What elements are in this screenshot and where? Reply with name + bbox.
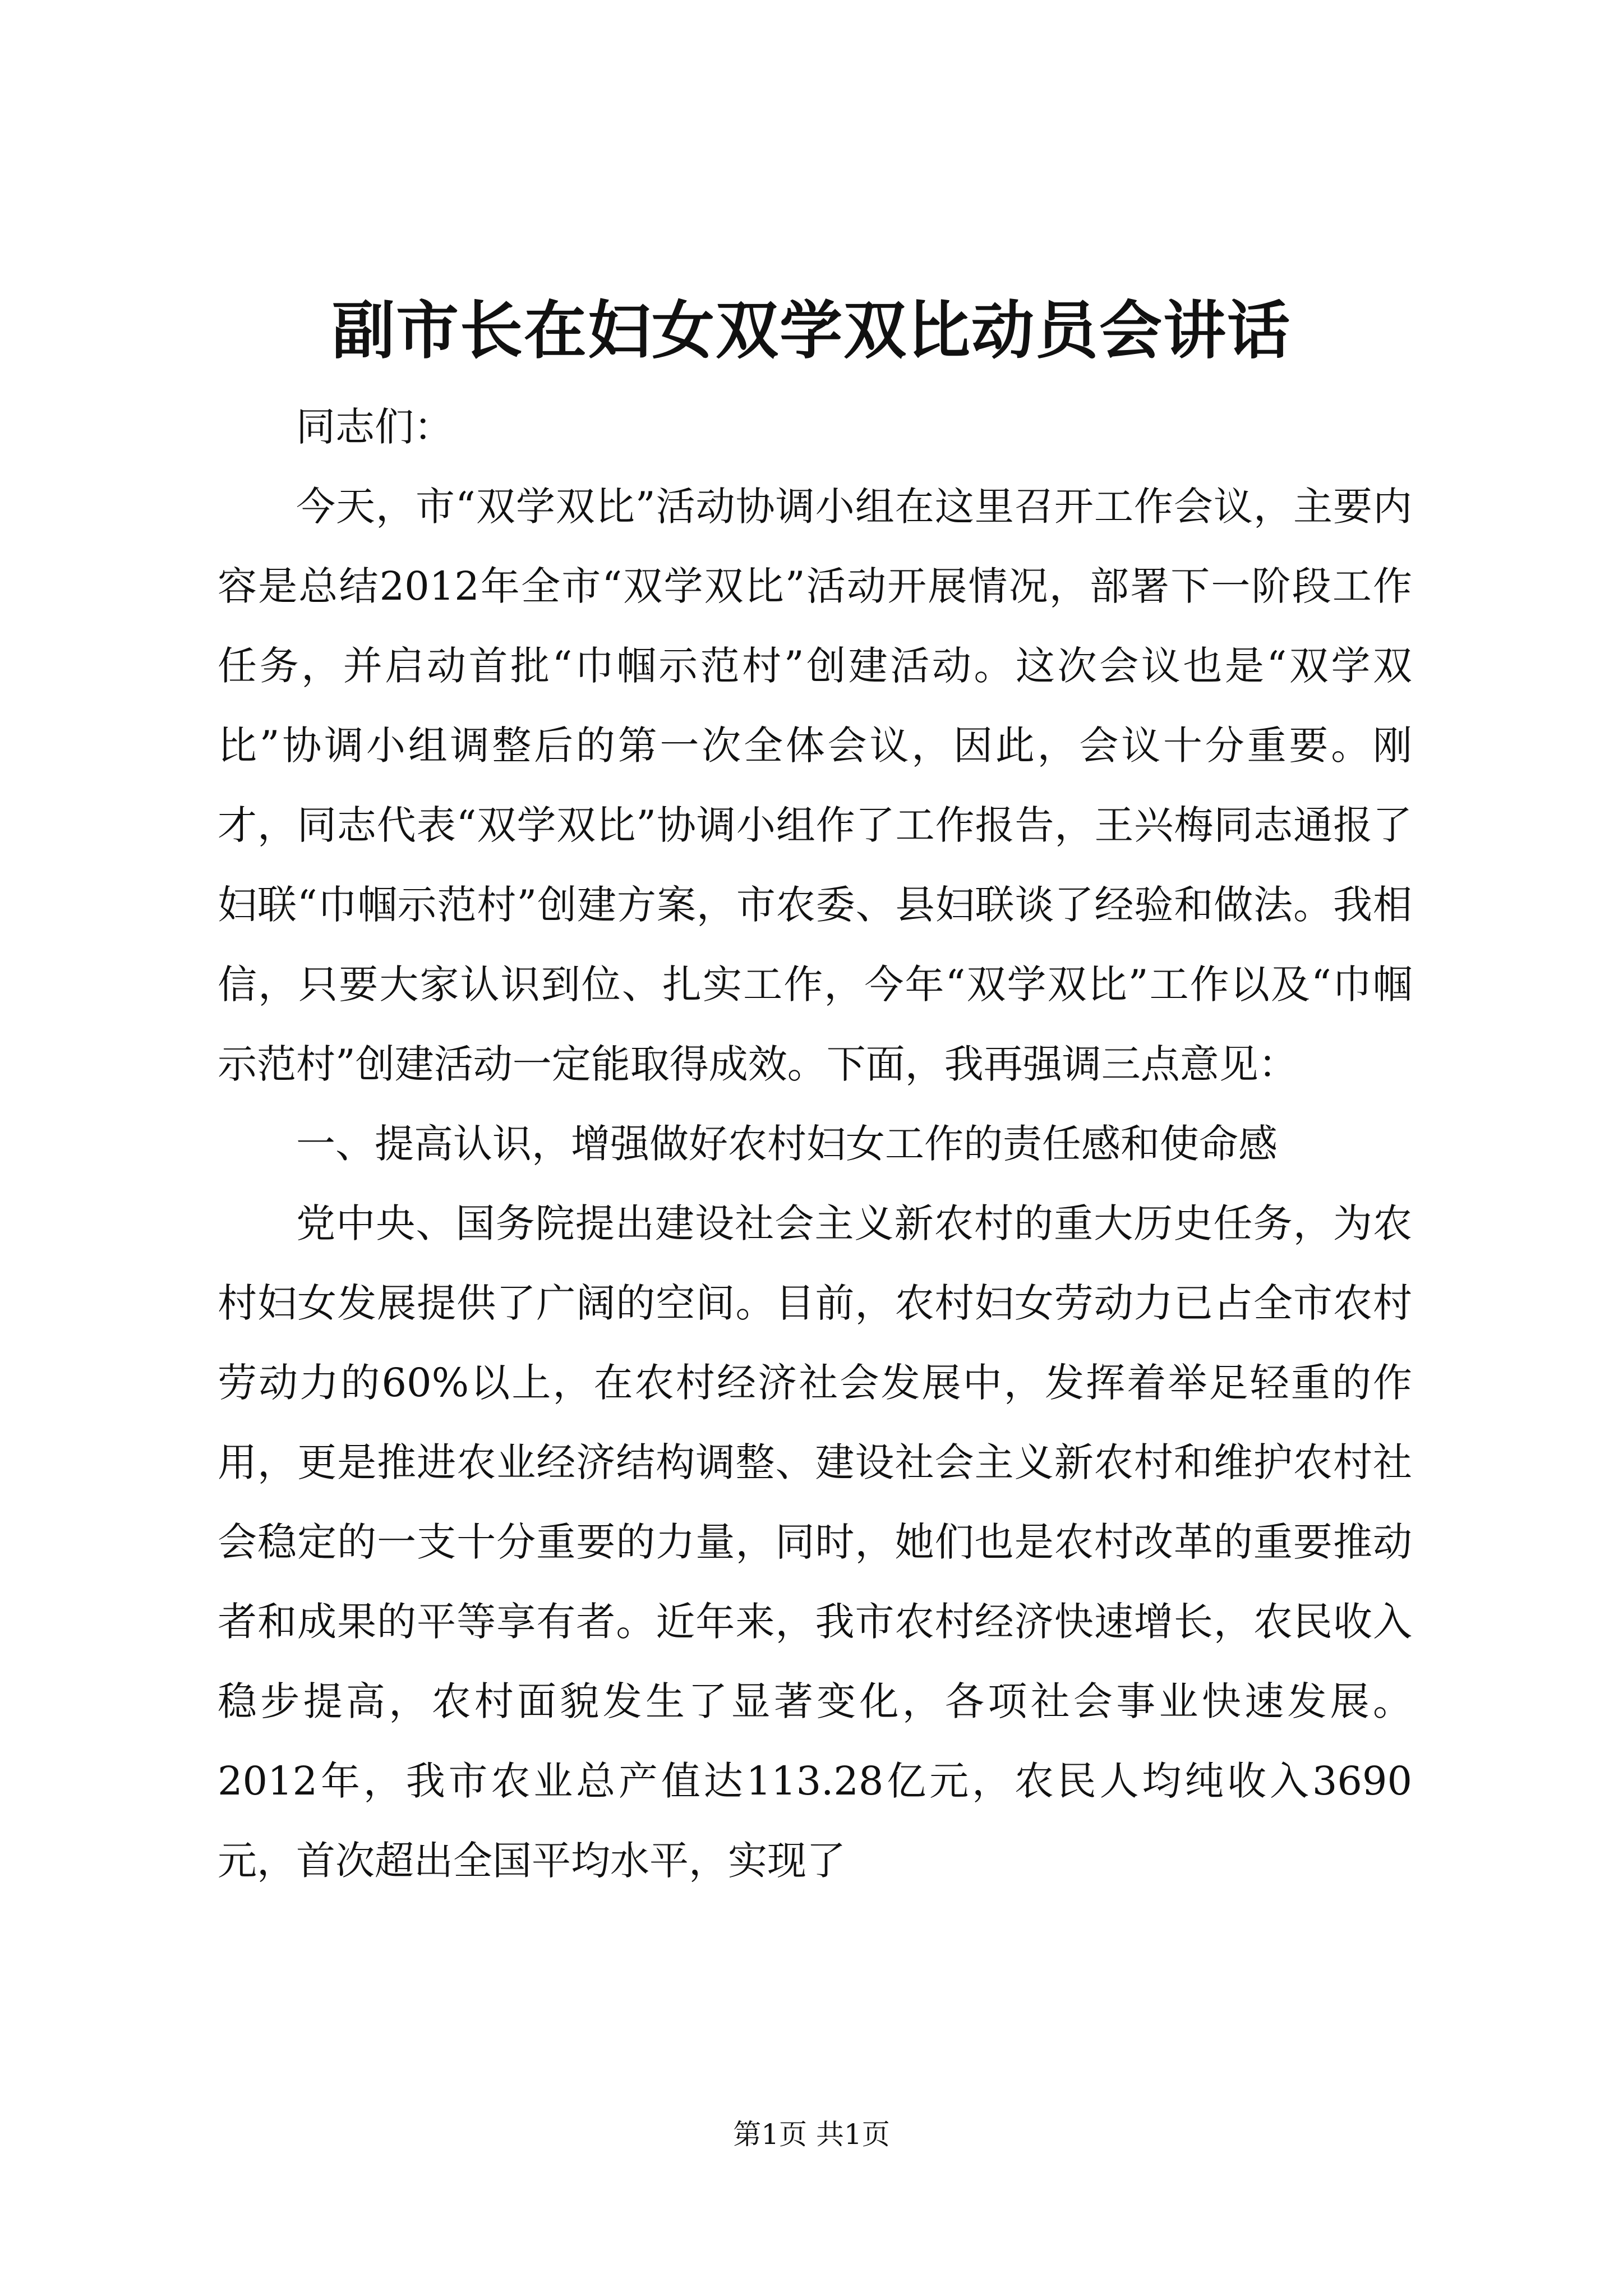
paragraph-intro: 今天，市“双学双比”活动协调小组在这里召开工作会议，主要内容是总结2012年全市“双学双比”活动开展情况，部署下一阶段工作任务，并启动首批“巾帼示范村”创建活动。这次会议也是“双学双比”协调小组调整后的第一次全体会议，因此，会议十分重要。刚才，同志代表“双学双比”协调小组作了工作报告，王兴梅同志通报了妇联“巾帼示范村”创建方案，市农委、县妇联谈了经验和做法。我相信，只要大家认识到位、扎实工作，今年“双学双比”工作以及“巾帼示范村”创建活动一定能取得成效。下面，我再强调三点意见： [218,484,1412,1087]
document-body [218,387,1412,1901]
document-title: 副市长在妇女双学双比动员会讲话 [332,294,1291,367]
section-heading-1: 一、提高认识，增强做好农村妇女工作的责任感和使命感 [296,1121,1278,1167]
salutation: 同志们： [296,404,453,450]
paragraph-section-1: 党中央、国务院提出建设社会主义新农村的重大历史任务，为农村妇女发展提供了广阔的空间。目前，农村妇女劳动力已占全市农村劳动力的60%以上，在农村经济社会发展中，发挥着举足轻重的作用，更是推进农业经济结构调整、建设社会主义新农村和维护农村社会稳定的一支十分重要的力量，同时，她们也是农村改革的重要推动者和成果的平等享有者。近年来，我市农村经济快速增长，农民收入稳步提高，农村面貌发生了显著变化，各项社会事业快速发展。2012年，我市农业总产值达113.28亿元，农民人均纯收入3690元，首次超出全国平均水平，实现了 [218,1200,1412,1884]
page-footer: 第1页 共1页 [733,2118,890,2151]
